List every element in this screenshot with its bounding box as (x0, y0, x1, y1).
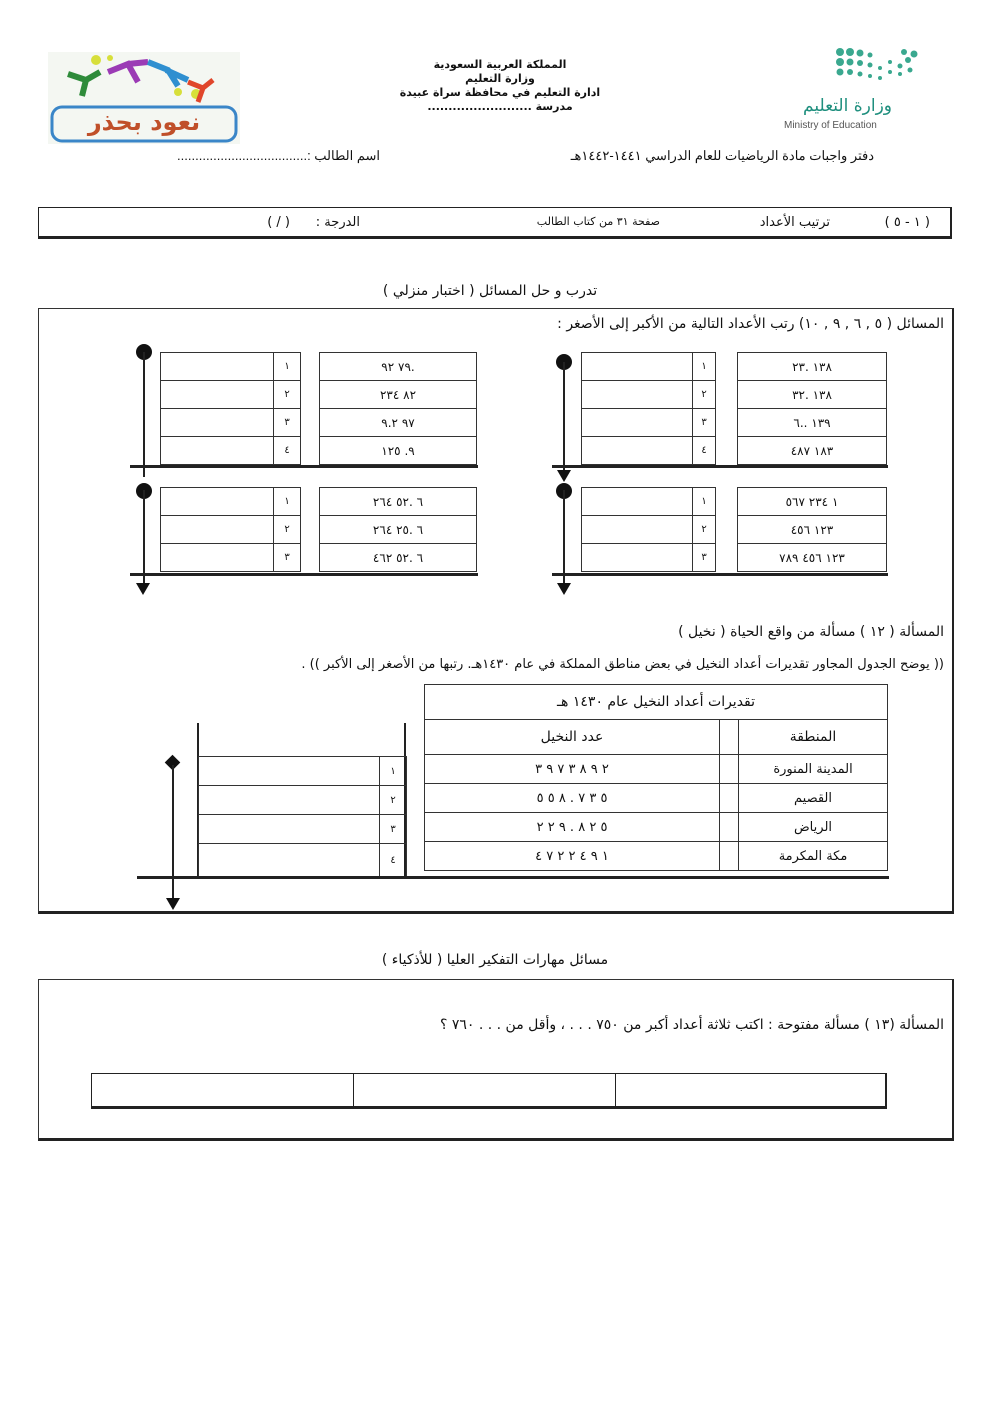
given-numbers-group-2 (319, 352, 477, 465)
answer-cell[interactable] (161, 353, 274, 381)
answer-cell[interactable] (582, 409, 693, 437)
down-arrow-icon (166, 898, 180, 910)
given-number: ١٢٣ ٤٥٦ ٧٨٩ (738, 544, 887, 572)
rank-index: ٣ (274, 409, 301, 437)
open-answer-row (91, 1073, 887, 1109)
down-arrow-icon (557, 583, 571, 595)
answer-table-group-3 (581, 487, 716, 572)
lesson-header-box (38, 207, 952, 239)
answer-cell[interactable] (161, 544, 274, 572)
given-number: ١٨٣ ٤٨٧ (738, 437, 887, 465)
grade-label: الدرجة : (315, 215, 360, 230)
answer-cell[interactable] (354, 1074, 616, 1108)
given-number: ٦ .٥٢ ٤٦٢ (320, 544, 477, 572)
answer-cell[interactable] (161, 381, 274, 409)
rank-index: ٤ (274, 437, 301, 465)
given-number: ١٣٩ ..٦ (738, 409, 887, 437)
answer-cell[interactable] (582, 488, 693, 516)
count-cell: ١ ٩ ٤ ٢ ٢ ٧ ٤ (425, 842, 720, 871)
count-cell: ٥ ٢ ٨ . ٩ ٢ ٢ (425, 813, 720, 842)
campaign-logo (48, 52, 240, 144)
rank-index: ١ (274, 353, 301, 381)
campaign-logo-text: نعود بحذر (87, 108, 201, 136)
answer-cell[interactable] (161, 437, 274, 465)
given-numbers-group-1 (737, 352, 887, 465)
rank-index: ٤ (693, 437, 716, 465)
higher-thinking-panel (38, 979, 954, 1141)
rank-index: ٣ (693, 544, 716, 572)
page-reference: صفحة ٣١ من كتاب الطالب (536, 215, 660, 228)
given-number: ٦ .٢٥ ٢٦٤ (320, 516, 477, 544)
school-name: مدرسة ......................... (427, 100, 573, 113)
answer-cell[interactable] (616, 1074, 886, 1108)
palm-answer-table (198, 756, 407, 877)
rank-index: ٣ (274, 544, 301, 572)
rank-index: ١ (693, 353, 716, 381)
rank-index: ٢ (380, 786, 407, 815)
open-question: المسألة (١٣ ) مسألة مفتوحة : اكتب ثلاثة أعداد أكبر من ٧٥٠ . . . ، وأقل من . . . ٧٦٠ ؟ (439, 1017, 944, 1033)
answer-cell[interactable] (161, 516, 274, 544)
practice-instruction: المسائل ( ٥ , ٦ , ٩ , ١٠) رتب الأعداد التالية من الأكبر إلى الأصغر : (557, 316, 944, 332)
given-number: ١٢٣ ٤٥٦ (738, 516, 887, 544)
given-number: ١ ٢٣٤ ٥٦٧ (738, 488, 887, 516)
answer-cell[interactable] (582, 437, 693, 465)
order-line (563, 490, 565, 586)
rank-index: ٢ (274, 381, 301, 409)
palm-table-title: تقديرات أعداد النخيل عام ١٤٣٠ هـ (425, 685, 888, 720)
count-cell: ٢ ٩ ٨ ٣ ٧ ٩ ٣ (425, 755, 720, 784)
order-line (143, 490, 145, 586)
palm-estimates-table (424, 684, 888, 871)
lesson-name: ترتيب الأعداد (759, 215, 830, 230)
answer-cell[interactable] (199, 844, 380, 877)
ministry-logo-english: Ministry of Education (784, 120, 877, 131)
ministry-logo-arabic: وزارة التعليم (803, 96, 892, 116)
spacer-cell (720, 842, 739, 871)
region-cell: مكة المكرمة (739, 842, 888, 871)
palm-problem-title: المسألة ( ١٢ ) مسألة من واقع الحياة ( نخيل ) (678, 624, 944, 640)
ministry-name: وزارة التعليم (465, 72, 535, 85)
given-number: ٦ .٥٢ ٢٦٤ (320, 488, 477, 516)
given-number: ٩. ١٢٥ (320, 437, 477, 465)
baseline (137, 876, 889, 879)
answer-cell[interactable] (161, 409, 274, 437)
answer-cell[interactable] (199, 815, 380, 844)
rank-index: ٣ (693, 409, 716, 437)
answer-table-group-2 (160, 352, 301, 465)
answer-table-group-4 (160, 487, 301, 572)
given-numbers-group-4 (319, 487, 477, 572)
spacer-cell (720, 720, 739, 755)
spacer-cell (720, 784, 739, 813)
header-institution (380, 58, 620, 114)
lesson-number: ( ١ - ٥ ) (884, 215, 930, 230)
order-line (143, 352, 145, 477)
region-cell: المدينة المنورة (739, 755, 888, 784)
rank-index: ٢ (274, 516, 301, 544)
rank-index: ٢ (693, 516, 716, 544)
answer-cell[interactable] (582, 516, 693, 544)
student-name-field[interactable]: اسم الطالب :.................................... (177, 148, 380, 163)
baseline (552, 465, 888, 468)
given-number: ١٣٨ .٢٣ (738, 353, 887, 381)
answer-cell[interactable] (92, 1074, 354, 1108)
baseline (130, 465, 478, 468)
palm-problem-description: (( يوضح الجدول المجاور تقديرات أعداد النخيل في بعض مناطق المملكة في عام ١٤٣٠هـ. رتبها من الأصغر إلى الأكبر )) . (301, 657, 944, 672)
ministry-logo (780, 44, 920, 139)
answer-cell[interactable] (582, 381, 693, 409)
baseline (130, 573, 478, 576)
order-line (563, 362, 565, 472)
rank-index: ١ (274, 488, 301, 516)
count-cell: ٥ ٣ ٧ . ٨ ٥ ٥ (425, 784, 720, 813)
spacer-cell (720, 813, 739, 842)
given-number: ١٣٨ .٣٢ (738, 381, 887, 409)
down-arrow-icon (557, 470, 571, 482)
given-number: ٩٧ ٩.٢ (320, 409, 477, 437)
order-line (172, 765, 174, 905)
rank-index: ٤ (380, 844, 407, 877)
answer-cell[interactable] (161, 488, 274, 516)
rank-index: ٣ (380, 815, 407, 844)
down-arrow-icon (136, 583, 150, 595)
region-cell: القصيم (739, 784, 888, 813)
rank-index: ١ (693, 488, 716, 516)
practice-title: تدرب و حل المسائل ( اختبار منزلي ) (382, 283, 598, 299)
given-number: ٧٩ ٩٢. (320, 353, 477, 381)
rank-index: ٢ (693, 381, 716, 409)
answer-cell[interactable] (199, 757, 380, 786)
region-cell: الرياض (739, 813, 888, 842)
ministry-dots-icon (780, 44, 920, 94)
country-name: المملكة العربية السعودية (433, 58, 567, 71)
rank-index: ١ (380, 757, 407, 786)
baseline (552, 573, 888, 576)
answer-cell[interactable] (582, 544, 693, 572)
notebook-title: دفتر واجبات مادة الرياضيات للعام الدراسي ١٤٤١-١٤٤٢هـ (570, 148, 874, 163)
grade-field[interactable]: ( / ) (267, 215, 290, 230)
directorate-name: ادارة التعليم في محافظة سراة عبيدة (399, 86, 601, 99)
spacer-cell (720, 755, 739, 784)
column-header-region: المنطقة (739, 720, 888, 755)
answer-table-group-1 (581, 352, 716, 465)
answer-cell[interactable] (199, 786, 380, 815)
given-numbers-group-3 (737, 487, 887, 572)
given-number: ٨٢ ٢٣٤ (320, 381, 477, 409)
answer-cell[interactable] (582, 353, 693, 381)
column-header-count: عدد النخيل (425, 720, 720, 755)
higher-thinking-title: مسائل مهارات التفكير العليا ( للأذكياء ) (381, 952, 609, 968)
